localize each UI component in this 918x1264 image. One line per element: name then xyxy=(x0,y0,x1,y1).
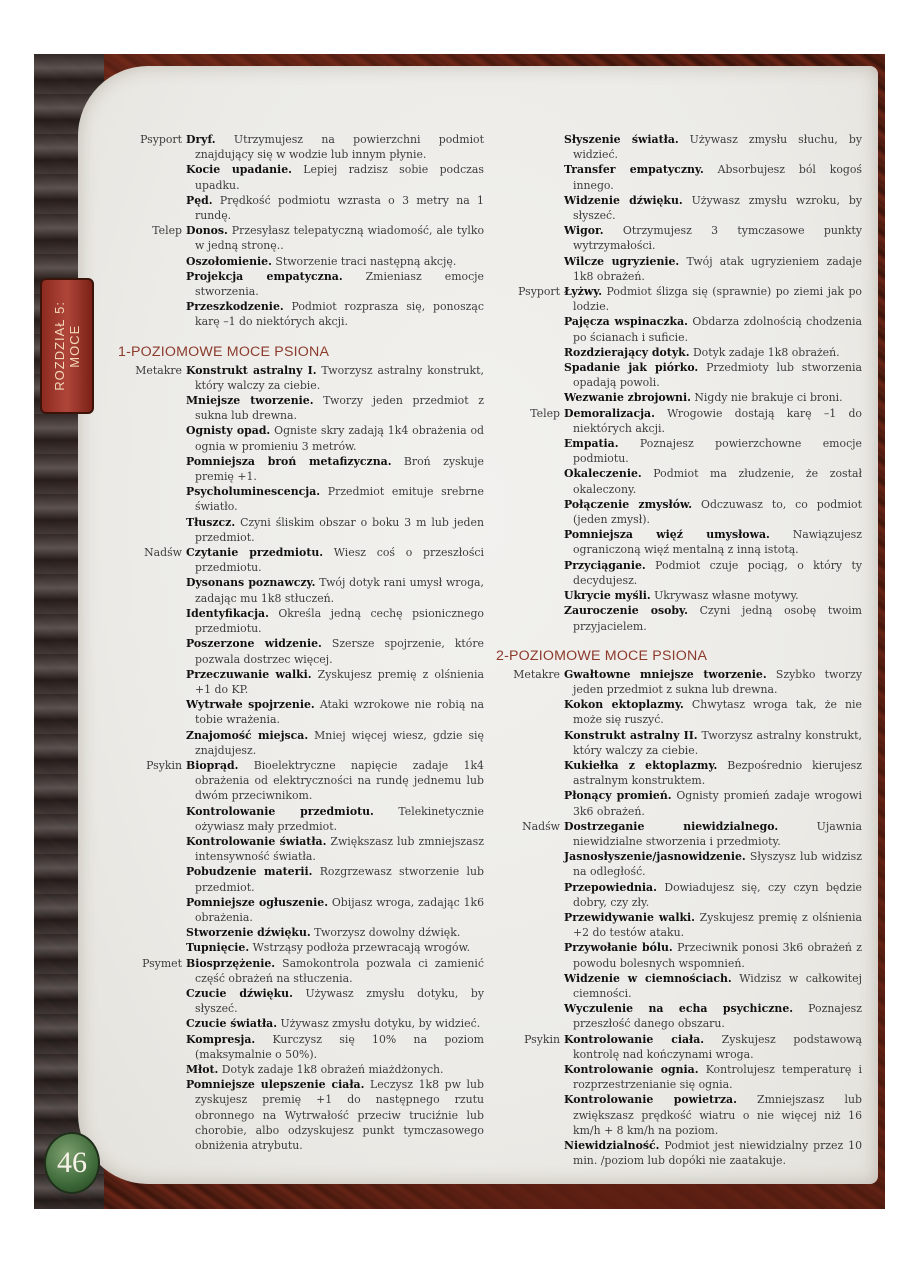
power-description: Widzisz w całkowitej ciemności. xyxy=(573,971,863,1000)
section-heading: 2-POZIOMOWE MOCE PSIONA xyxy=(496,647,708,664)
power-name: Czucie światła. xyxy=(186,1017,278,1031)
power-name: Dryf. xyxy=(186,133,216,146)
power-name: Niewidzialność. xyxy=(564,1139,660,1152)
power-description: Przedmioty lub stworzenia opadają powoli. xyxy=(573,361,863,390)
power-entry xyxy=(186,162,484,192)
power-group xyxy=(118,223,484,329)
power-description: Utrzymujesz na powierzchni podmiot znajdujący się w wodzie lub innym płynie. xyxy=(195,133,484,162)
power-description: Leczysz 1k8 pw lub zyskujesz premię +1 do następnego rzutu obronnego na Wytrwałość przeciw truciźnie lub chorobie, albo odzyskujesz punkt tymczasowego obniżenia atrybutu. xyxy=(195,1078,484,1152)
power-entry xyxy=(564,527,862,557)
discipline-label: Metakre xyxy=(513,667,560,681)
power-name: Ognisty opad. xyxy=(186,424,271,438)
power-name: Płonący promień. xyxy=(564,789,672,803)
power-description: Tworzysz astralny konstrukt, który walczy za ciebie. xyxy=(195,363,484,392)
power-entry xyxy=(186,697,484,727)
power-description: Dowiadujesz się, czy czyn będzie dobry, czy zły. xyxy=(573,880,862,909)
power-description: Zwiększasz lub zmniejszasz intensywność światła. xyxy=(195,834,484,864)
power-group xyxy=(496,406,862,634)
power-group xyxy=(118,132,484,223)
power-description: Przeciwnik ponosi 3k6 obrażeń z powodu bolesnych wspomnień. xyxy=(573,941,862,970)
power-entry xyxy=(564,971,862,1001)
power-description: Nigdy nie brakuje ci broni. xyxy=(690,391,843,405)
power-name: Mniejsze tworzenie. xyxy=(186,394,314,408)
power-description: Podmiot rozprasza się, ponosząc karę –1 do niektórych akcji. xyxy=(195,300,484,329)
power-description: Chwytasz wroga tak, że nie może się ruszyć. xyxy=(573,698,862,727)
chapter-tab-label: ROZDZIAŁ 5: MOCE xyxy=(52,301,82,391)
power-name: Tłuszcz. xyxy=(186,515,236,529)
power-description: Zyskujesz premię z olśnienia +1 do KP. xyxy=(195,667,484,696)
power-name: Połączenie zmysłów. xyxy=(564,497,693,511)
power-entry xyxy=(564,788,862,818)
power-entry xyxy=(186,1077,484,1153)
power-name: Kontrolowanie przedmiotu. xyxy=(186,804,374,818)
power-entry xyxy=(186,363,484,393)
power-description: Używasz zmysłu słuchu, by widzieć. xyxy=(573,133,862,162)
power-entry xyxy=(564,406,862,436)
power-description: Otrzymujesz 3 tymczasowe punkty wytrzymałości. xyxy=(573,224,862,253)
power-name: Przewidywanie walki. xyxy=(564,910,695,924)
power-description: Ogniste skry zadają 1k4 obrażenia od ognia w promieniu 3 metrów. xyxy=(195,424,485,453)
power-description: Poznajesz przeszłość danego obszaru. xyxy=(573,1002,862,1031)
power-description: Samokontrola pozwala ci zamienić część obrażeń na stłuczenia. xyxy=(195,956,484,985)
power-entry xyxy=(186,575,484,605)
power-description: Obdarza zdolnością chodzenia po ścianach i suficie. xyxy=(573,315,862,344)
power-name: Zauroczenie osoby. xyxy=(564,604,688,618)
power-description: Czyni jedną osobę twoim przyjacielem. xyxy=(573,604,862,633)
power-description: Wiesz coś o przeszłości przedmiotu. xyxy=(195,546,484,575)
power-description: Używasz zmysłu wzroku, by słyszeć. xyxy=(573,193,862,223)
power-name: Przywołanie bólu. xyxy=(564,941,673,955)
power-entry xyxy=(564,360,862,390)
power-name: Przepowiednia. xyxy=(564,880,657,894)
discipline-label: Psykin xyxy=(146,758,182,772)
power-entry xyxy=(564,910,862,940)
power-name: Donos. xyxy=(186,224,228,238)
discipline-label xyxy=(496,132,564,284)
power-name: Czytanie przedmiotu. xyxy=(186,546,324,560)
power-description: Telekinetycznie ożywiasz mały przedmiot. xyxy=(195,804,484,833)
power-name: Transfer empatyczny. xyxy=(564,163,704,177)
power-name: Poszerzone widzenie. xyxy=(186,637,322,651)
power-group xyxy=(118,363,484,545)
power-name: Wigor. xyxy=(564,224,604,238)
power-description: Obijasz wroga, zadając 1k6 obrażenia. xyxy=(195,895,484,924)
power-name: Znajomość miejsca. xyxy=(186,728,309,742)
power-entry xyxy=(186,254,484,269)
power-name: Czucie dźwięku. xyxy=(186,986,293,1000)
power-entry xyxy=(186,636,484,666)
power-name: Kontrolowanie ciała. xyxy=(564,1032,705,1046)
power-description: Zyskujesz premię z olśnienia +2 do testów ataku. xyxy=(573,910,862,940)
power-name: Empatia. xyxy=(564,437,619,451)
power-name: Psycholuminescencja. xyxy=(186,485,321,499)
power-description: Mniej więcej wiesz, gdzie się znajdujesz. xyxy=(195,728,484,757)
power-entry xyxy=(186,515,484,545)
power-name: Kompresja. xyxy=(186,1032,256,1046)
power-entry xyxy=(564,1138,862,1168)
power-name: Tupnięcie. xyxy=(186,941,250,955)
power-entry xyxy=(564,1092,862,1138)
power-group xyxy=(118,758,484,956)
power-description: Bezpośrednio kierujesz astralnym konstruktem. xyxy=(573,758,862,788)
power-entry xyxy=(186,132,484,162)
power-group xyxy=(496,132,862,284)
power-description: Zyskujesz podstawową kontrolę nad kończynami wroga. xyxy=(573,1032,862,1061)
power-description: Podmiot jest niewidzialny przez 10 min. /poziom lub dopóki nie zaatakuje. xyxy=(573,1139,862,1168)
power-description: Podmiot ma złudzenie, że został okaleczony. xyxy=(573,467,862,496)
power-entry xyxy=(186,454,484,484)
power-entry xyxy=(186,834,484,864)
power-entry xyxy=(186,1016,484,1031)
power-description: Ognisty promień zadaje wrogowi 3k6 obrażeń. xyxy=(573,789,862,818)
power-description: Bioelektryczne napięcie zadaje 1k4 obrażenia od elektryczności na rundę jednemu lub dwóm przeciwnikom. xyxy=(195,758,484,803)
power-entry xyxy=(564,558,862,588)
power-entry xyxy=(564,940,862,970)
power-entry xyxy=(186,423,484,453)
power-description: Określa jedną cechę psionicznego przedmiotu. xyxy=(195,606,484,636)
power-name: Wytrwałe spojrzenie. xyxy=(186,698,315,712)
discipline-label: Telep xyxy=(152,224,182,238)
power-entry xyxy=(186,193,484,223)
power-entry xyxy=(564,697,862,727)
power-name: Biosprzężenie. xyxy=(186,956,276,970)
power-entry xyxy=(564,603,862,633)
power-name: Dysonans poznawczy. xyxy=(186,576,316,590)
power-entry xyxy=(564,819,862,849)
power-description: Używasz zmysłu dotyku, by słyszeć. xyxy=(195,986,484,1016)
power-name: Przyciąganie. xyxy=(564,558,646,572)
power-entry xyxy=(186,758,484,804)
power-entry xyxy=(564,436,862,466)
power-name: Pomniejsza broń metafizyczna. xyxy=(186,454,392,468)
power-description: Kurczysz się 10% na poziom (maksymalnie o 50%). xyxy=(195,1032,484,1061)
power-description: Zmieniasz emocje stworzenia. xyxy=(195,269,484,299)
power-description: Ukrywasz własne motywy. xyxy=(650,589,799,603)
discipline-label: Nadśw xyxy=(522,819,560,833)
power-description: Rozgrzewasz stworzenie lub przedmiot. xyxy=(195,865,484,894)
power-name: Kontrolowanie powietrza. xyxy=(564,1093,737,1107)
power-entry xyxy=(564,758,862,788)
power-name: Wyczulenie na echa psychiczne. xyxy=(564,1002,794,1016)
power-description: Słyszysz lub widzisz na odległość. xyxy=(573,850,862,879)
power-name: Pomniejsze ogłuszenie. xyxy=(186,895,329,909)
power-name: Wilcze ugryzienie. xyxy=(564,254,680,268)
power-entry xyxy=(564,1032,862,1062)
power-entry xyxy=(186,299,484,329)
power-description: Dotyk zadaje 1k8 obrażeń. xyxy=(689,345,840,359)
discipline-label: Psyport xyxy=(518,285,560,299)
page-number: 46 xyxy=(57,1146,87,1179)
power-name: Pobudzenie materii. xyxy=(186,865,313,879)
power-description: Zmniejszasz lub zwiększasz prędkość wiatru o nie więcej niż 16 km/h + 8 km/h na poziom. xyxy=(573,1093,862,1137)
power-name: Rozdzierający dotyk. xyxy=(564,345,690,359)
power-entry xyxy=(564,284,862,314)
power-name: Demoralizacja. xyxy=(564,406,655,420)
power-description: Kontrolujesz temperaturę i rozprzestrzenianie się ognia. xyxy=(573,1062,862,1092)
chapter-tab xyxy=(40,278,94,414)
power-entry xyxy=(186,269,484,299)
power-description: Odczuwasz to, co podmiot (jeden zmysł). xyxy=(573,497,862,527)
power-entry xyxy=(186,484,484,514)
power-name: Gwałtowne mniejsze tworzenie. xyxy=(564,667,767,681)
power-entry xyxy=(186,728,484,758)
power-name: Kukiełka z ektoplazmy. xyxy=(564,758,718,772)
power-entry xyxy=(186,1032,484,1062)
discipline-label: Psykin xyxy=(524,1032,560,1046)
power-name: Stworzenie dźwięku. xyxy=(186,926,311,940)
power-entry xyxy=(186,804,484,834)
power-entry xyxy=(186,667,484,697)
page-number-badge xyxy=(44,1132,100,1194)
power-description: Przedmiot emituje srebrne światło. xyxy=(195,485,484,514)
power-entry xyxy=(186,925,484,940)
power-name: Kontrolowanie ognia. xyxy=(564,1062,699,1076)
power-description: Wrogowie dostają karę –1 do niektórych akcji. xyxy=(573,406,862,435)
power-group xyxy=(496,284,862,406)
discipline-label: Metakre xyxy=(135,363,182,377)
power-description: Tworzysz astralny konstrukt, który walczy za ciebie. xyxy=(573,728,862,757)
power-name: Łyżwy. xyxy=(564,285,603,299)
section-heading: 1-POZIOMOWE MOCE PSIONA xyxy=(118,343,330,360)
power-entry xyxy=(564,162,862,192)
power-name: Widzenie w ciemnościach. xyxy=(564,971,732,985)
power-name: Kokon ektoplazmy. xyxy=(564,698,684,712)
discipline-label: Nadśw xyxy=(144,546,182,560)
power-name: Bioprąd. xyxy=(186,758,239,772)
power-entry xyxy=(564,314,862,344)
power-description: Lepiej radzisz sobie podczas upadku. xyxy=(195,163,485,192)
power-description: Używasz zmysłu dotyku, by widzieć. xyxy=(277,1017,481,1031)
power-description: Poznajesz powierzchowne emocje podmiotu. xyxy=(573,437,862,466)
power-description: Przesyłasz telepatyczną wiadomość, ale tylko w jedną stronę.. xyxy=(195,224,484,253)
power-description: Ujawnia niewidzialne stworzenia i przedmioty. xyxy=(573,819,863,848)
power-name: Przeszkodzenie. xyxy=(186,300,284,314)
power-description: Prędkość podmiotu wzrasta o 3 metry na 1 rundę. xyxy=(195,193,484,223)
power-name: Młot. xyxy=(186,1062,219,1076)
power-name: Pęd. xyxy=(186,193,213,207)
power-name: Pajęcza wspinaczka. xyxy=(564,315,688,329)
power-entry xyxy=(186,940,484,955)
power-description: Broń zyskuje premię +1. xyxy=(195,454,484,484)
power-group xyxy=(118,545,484,758)
power-group xyxy=(496,819,862,1032)
power-name: Identyfikacja. xyxy=(186,606,269,620)
power-name: Jasnosłyszenie/jasnowidzenie. xyxy=(564,850,746,864)
power-entry xyxy=(564,497,862,527)
power-description: Szybko tworzy jeden przedmiot z sukna lub drewna. xyxy=(573,667,862,696)
left-column xyxy=(118,132,484,1153)
power-name: Spadanie jak piórko. xyxy=(564,361,699,375)
power-description: Czyni śliskim obszar o boku 3 m lub jeden przedmiot. xyxy=(195,515,484,544)
power-description: Twój dotyk rani umysł wroga, zadając mu 1k8 stłuczeń. xyxy=(195,576,484,605)
power-name: Widzenie dźwięku. xyxy=(564,193,683,207)
power-name: Projekcja empatyczna. xyxy=(186,269,343,283)
power-name: Ukrycie myśli. xyxy=(564,589,651,603)
power-entry xyxy=(564,588,862,603)
power-name: Konstrukt astralny II. xyxy=(564,728,698,742)
power-description: Podmiot ślizga się (sprawnie) po ziemi jak po lodzie. xyxy=(573,285,862,314)
power-name: Kocie upadanie. xyxy=(186,163,292,177)
power-entry xyxy=(564,880,862,910)
power-entry xyxy=(186,606,484,636)
power-entry xyxy=(564,1062,862,1092)
power-group xyxy=(118,956,484,1154)
power-entry xyxy=(564,345,862,360)
power-description: Tworzy jeden przedmiot z sukna lub drewna. xyxy=(195,394,484,423)
power-entry xyxy=(564,667,862,697)
power-name: Okaleczenie. xyxy=(564,467,642,481)
right-column xyxy=(496,132,862,1168)
power-description: Tworzysz dowolny dźwięk. xyxy=(310,926,461,940)
power-description: Szersze spojrzenie, które pozwala dostrzec więcej. xyxy=(195,637,485,666)
power-description: Absorbujesz ból kogoś innego. xyxy=(573,163,862,192)
power-description: Dotyk zadaje 1k8 obrażeń miażdżonych. xyxy=(218,1062,444,1076)
power-entry xyxy=(564,466,862,496)
power-group xyxy=(496,667,862,819)
power-entry xyxy=(564,193,862,223)
power-name: Wezwanie zbrojowni. xyxy=(564,391,691,405)
power-name: Oszołomienie. xyxy=(186,254,272,268)
power-entry xyxy=(564,849,862,879)
power-description: Stworzenie traci następną akcję. xyxy=(271,254,457,268)
power-entry xyxy=(564,132,862,162)
discipline-label: Psymet xyxy=(142,956,182,970)
power-entry xyxy=(186,545,484,575)
power-entry xyxy=(186,223,484,253)
power-group xyxy=(496,1032,862,1169)
power-entry xyxy=(186,1062,484,1077)
power-entry xyxy=(186,956,484,986)
power-entry xyxy=(186,895,484,925)
power-name: Dostrzeganie niewidzialnego. xyxy=(564,819,779,833)
power-name: Słyszenie światła. xyxy=(564,133,679,146)
power-description: Nawiązujesz ograniczoną więź mentalną z inną istotą. xyxy=(573,528,862,557)
power-entry xyxy=(564,1001,862,1031)
power-entry xyxy=(564,728,862,758)
power-description: Podmiot czuje pociąg, o który ty decydujesz. xyxy=(573,558,862,587)
power-name: Pomniejsza więź umysłowa. xyxy=(564,528,770,542)
power-description: Ataki wzrokowe nie robią na tobie wrażenia. xyxy=(195,698,484,727)
power-description: Twój atak ugryzieniem zadaje 1k8 obrażeń. xyxy=(573,254,862,283)
power-name: Konstrukt astralny I. xyxy=(186,363,317,377)
power-name: Kontrolowanie światła. xyxy=(186,834,327,848)
power-name: Pomniejsze ulepszenie ciała. xyxy=(186,1078,365,1092)
power-entry xyxy=(186,986,484,1016)
power-name: Przeczuwanie walki. xyxy=(186,667,312,681)
power-description: Wstrząsy podłoża przewracają wrogów. xyxy=(249,941,471,955)
power-entry xyxy=(186,864,484,894)
power-entry xyxy=(564,223,862,253)
power-entry xyxy=(564,390,862,405)
power-entry xyxy=(186,393,484,423)
power-entry xyxy=(564,254,862,284)
discipline-label: Psyport xyxy=(140,133,182,146)
discipline-label: Telep xyxy=(530,406,560,420)
